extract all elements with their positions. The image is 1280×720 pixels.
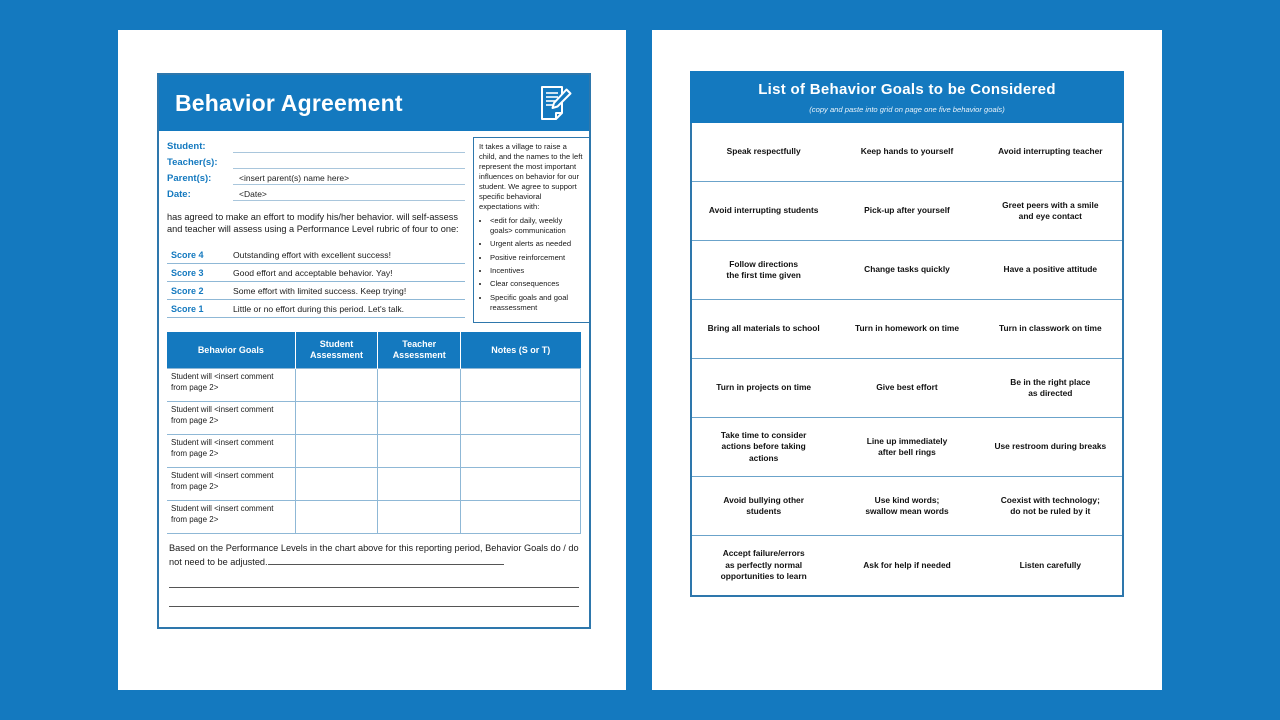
goal-option[interactable]: Use kind words; swallow mean words xyxy=(835,477,978,536)
rubric-row xyxy=(167,299,465,317)
goal-option[interactable]: Turn in homework on time xyxy=(835,300,978,359)
field-row-date xyxy=(167,185,465,201)
agreement-statement: has agreed to make an effort to modify his/her behavior. will self-assess and teacher will assess using a Performance Level rubric of four to one: xyxy=(167,212,459,235)
list-item: • Incentives xyxy=(490,266,585,276)
notes-cell[interactable] xyxy=(461,402,581,435)
column-header-student-assessment: Student Assessment xyxy=(295,332,378,369)
page-title: Behavior Agreement xyxy=(175,89,403,116)
goal-option[interactable]: Avoid interrupting teacher xyxy=(979,123,1122,182)
goal-option[interactable]: Accept failure/errors as perfectly normal opportunities to learn xyxy=(720,548,807,582)
list-item: • Clear consequences xyxy=(490,279,585,289)
score-description: Some effort with limited success. Keep trying! xyxy=(233,285,407,296)
blank-write-line[interactable] xyxy=(169,594,579,607)
goals-list-title: List of Behavior Goals to be Considered xyxy=(758,81,1056,98)
table-row xyxy=(167,435,581,468)
agreement-main-column xyxy=(167,137,465,318)
table-row xyxy=(167,501,581,534)
teacher-assessment-cell[interactable] xyxy=(378,501,461,534)
score-label: Score 1 xyxy=(171,303,204,314)
notes-cell[interactable] xyxy=(461,501,581,534)
goal-option[interactable]: Take time to consider actions before taking actions xyxy=(692,418,835,477)
list-item: • <edit for daily, weekly goals> communication xyxy=(490,216,585,236)
document-pencil-icon xyxy=(535,83,575,123)
student-assessment-cell[interactable] xyxy=(295,435,378,468)
goals-list-header-banner xyxy=(690,71,1124,123)
teacher-assessment-cell[interactable] xyxy=(378,435,461,468)
village-note-box xyxy=(473,137,591,323)
date-input[interactable]: <Date> xyxy=(233,185,465,201)
goal-option[interactable]: Avoid interrupting students xyxy=(692,182,835,241)
participant-fields xyxy=(167,137,465,201)
goal-cell[interactable]: Student will <insert comment from page 2> xyxy=(167,468,295,501)
goal-option[interactable]: Have a positive attitude xyxy=(979,241,1122,300)
behavior-goals-list xyxy=(690,71,1124,611)
rubric-row xyxy=(167,281,465,299)
date-label: Date: xyxy=(167,188,191,200)
field-row-student xyxy=(167,137,465,153)
closing-statement-block xyxy=(167,542,581,607)
goal-option[interactable]: Keep hands to yourself xyxy=(835,123,978,182)
blank-write-line[interactable] xyxy=(169,575,579,588)
student-label: Student: xyxy=(167,140,206,152)
student-input[interactable] xyxy=(233,137,465,153)
column-header-behavior-goals: Behavior Goals xyxy=(167,332,295,369)
score-description: Outstanding effort with excellent success! xyxy=(233,249,391,260)
goal-option[interactable]: Line up immediately after bell rings xyxy=(835,418,978,477)
goal-option[interactable]: Greet peers with a smile and eye contact xyxy=(979,182,1122,241)
parents-input[interactable]: <insert parent(s) name here> xyxy=(233,169,465,185)
student-assessment-cell[interactable] xyxy=(295,468,378,501)
behavior-goals-table-body xyxy=(167,369,581,534)
table-header-row xyxy=(167,332,581,369)
teacher-assessment-cell[interactable] xyxy=(378,369,461,402)
score-label: Score 4 xyxy=(171,249,204,260)
score-description: Little or no effort during this period. Let's talk. xyxy=(233,303,405,314)
agreement-header-banner xyxy=(159,75,589,131)
behavior-goals-grid xyxy=(690,123,1124,597)
table-row xyxy=(167,468,581,501)
goal-option[interactable]: Turn in classwork on time xyxy=(979,300,1122,359)
goal-option[interactable]: Follow directions the first time given xyxy=(692,241,835,300)
goal-option[interactable]: Turn in projects on time xyxy=(692,359,835,418)
rubric-row xyxy=(167,246,465,264)
goal-option[interactable]: Coexist with technology; do not be ruled by it xyxy=(979,477,1122,536)
closing-fill-line[interactable] xyxy=(268,564,504,565)
goal-cell[interactable]: Student will <insert comment from page 2> xyxy=(167,369,295,402)
goal-option[interactable]: Ask for help if needed xyxy=(863,559,951,570)
table-row xyxy=(167,369,581,402)
goal-option[interactable]: Be in the right place as directed xyxy=(979,359,1122,418)
goal-option[interactable]: Avoid bullying other students xyxy=(692,477,835,536)
teachers-label: Teacher(s): xyxy=(167,156,218,168)
notes-cell[interactable] xyxy=(461,435,581,468)
village-note-paragraph: It takes a village to raise a child, and the names to the left represent the most important influences on behavior for our student. We agree to support specific behavioral expectations with: xyxy=(479,142,583,212)
column-header-teacher-assessment: Teacher Assessment xyxy=(378,332,461,369)
performance-level-rubric xyxy=(167,246,465,318)
student-assessment-cell[interactable] xyxy=(295,501,378,534)
notes-cell[interactable] xyxy=(461,468,581,501)
goal-cell[interactable]: Student will <insert comment from page 2> xyxy=(167,501,295,534)
behavior-goals-table xyxy=(167,332,581,535)
field-row-parents xyxy=(167,169,465,185)
table-row xyxy=(167,402,581,435)
score-description: Good effort and acceptable behavior. Yay! xyxy=(233,267,393,278)
student-assessment-cell[interactable] xyxy=(295,402,378,435)
teacher-assessment-cell[interactable] xyxy=(378,468,461,501)
agreement-side-column xyxy=(473,137,591,323)
goal-option[interactable]: Bring all materials to school xyxy=(692,300,835,359)
agreement-body xyxy=(159,131,589,607)
goal-option[interactable]: Pick-up after yourself xyxy=(835,182,978,241)
list-item: • Positive reinforcement xyxy=(490,253,585,263)
document-page-one xyxy=(118,30,626,690)
goal-option[interactable]: Give best effort xyxy=(835,359,978,418)
goal-option[interactable]: Use restroom during breaks xyxy=(979,418,1122,477)
teacher-assessment-cell[interactable] xyxy=(378,402,461,435)
score-label: Score 3 xyxy=(171,267,204,278)
document-page-two xyxy=(652,30,1162,690)
goals-list-subtitle: (copy and paste into grid on page one five behavior goals) xyxy=(809,105,1005,114)
parents-label: Parent(s): xyxy=(167,172,212,184)
field-row-teachers xyxy=(167,153,465,169)
behavior-agreement-form xyxy=(157,73,591,629)
notes-cell[interactable] xyxy=(461,369,581,402)
student-assessment-cell[interactable] xyxy=(295,369,378,402)
goal-cell[interactable]: Student will <insert comment from page 2> xyxy=(167,402,295,435)
teachers-input[interactable] xyxy=(233,153,465,169)
expectations-list xyxy=(479,216,585,312)
goal-cell[interactable]: Student will <insert comment from page 2> xyxy=(167,435,295,468)
rubric-row xyxy=(167,263,465,281)
column-header-notes: Notes (S or T) xyxy=(461,332,581,369)
goal-option[interactable]: Listen carefully xyxy=(1019,559,1082,570)
goal-option[interactable]: Change tasks quickly xyxy=(835,241,978,300)
list-item: • Urgent alerts as needed xyxy=(490,239,585,249)
goal-option[interactable]: Speak respectfully xyxy=(692,123,835,182)
score-label: Score 2 xyxy=(171,285,204,296)
closing-statement-text: Based on the Performance Levels in the chart above for this reporting period, Behavior Goals do / do not need to be adjusted. xyxy=(169,543,579,567)
list-item: • Specific goals and goal reassessment xyxy=(490,293,585,313)
